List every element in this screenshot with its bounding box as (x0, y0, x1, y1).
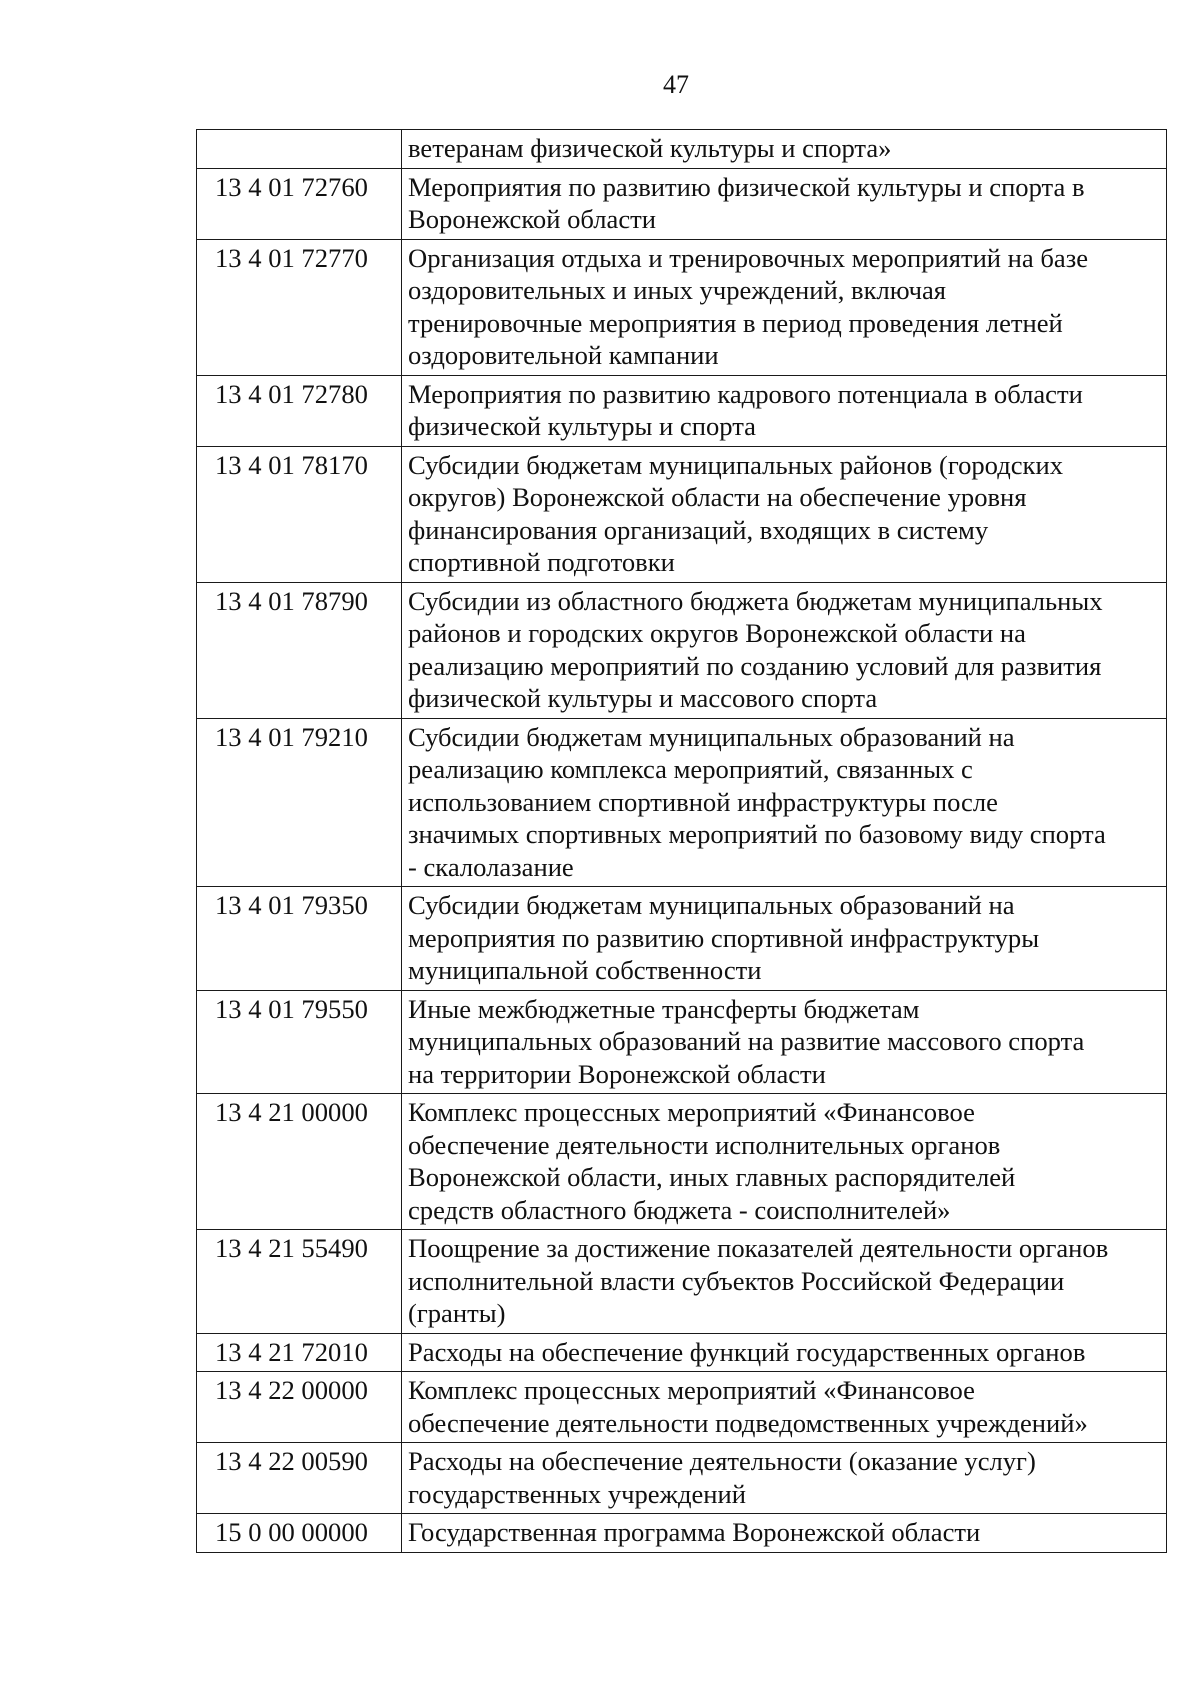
description-line: исполнительной власти субъектов Российской Федерации (408, 1265, 1065, 1296)
description-line: Воронежской области, иных главных распорядителей (408, 1162, 1016, 1192)
article-description (402, 130, 1167, 169)
description-line: Комплекс процессных мероприятий «Финансовое (408, 1097, 975, 1127)
article-description (402, 168, 1167, 239)
description-line: Расходы на обеспечение функций государственных органов (408, 1336, 1086, 1367)
table-row (197, 1372, 1167, 1443)
article-description (402, 1333, 1167, 1372)
target-article-code: 13 4 21 00000 (197, 1094, 402, 1230)
target-article-code: 13 4 01 79550 (197, 990, 402, 1094)
table-row (197, 1443, 1167, 1514)
description-line: тренировочные мероприятия в период проведения летней (408, 307, 1063, 338)
target-article-code: 13 4 01 79350 (197, 887, 402, 991)
target-article-code: 13 4 21 55490 (197, 1230, 402, 1334)
target-article-code: 13 4 22 00000 (197, 1372, 402, 1443)
description-line: Субсидии из областного бюджета бюджетам муниципальных (408, 585, 1103, 616)
description-line: муниципальных образований на развитие массового спорта (408, 1026, 1085, 1056)
article-description (402, 239, 1167, 375)
description-line: Иные межбюджетные трансферты бюджетам (408, 993, 920, 1024)
target-article-code: 13 4 01 72780 (197, 375, 402, 446)
target-article-code (197, 130, 402, 169)
table-row (197, 1333, 1167, 1372)
table-row (197, 130, 1167, 169)
description-line: Субсидии бюджетам муниципальных образований на (408, 890, 1015, 920)
description-line: средств областного бюджета - соисполнителей» (408, 1194, 951, 1225)
description-line: финансирования организаций, входящих в систему (408, 514, 989, 545)
target-article-code: 13 4 01 78170 (197, 446, 402, 582)
table-row (197, 1514, 1167, 1553)
description-line: оздоровительной кампании (408, 340, 719, 370)
target-article-code: 13 4 21 72010 (197, 1333, 402, 1372)
description-line: Организация отдыха и тренировочных мероприятий на базе (408, 242, 1089, 273)
target-article-code: 13 4 01 72770 (197, 239, 402, 375)
article-description (402, 1230, 1167, 1334)
article-description (402, 1372, 1167, 1443)
description-line: Поощрение за достижение показателей деятельности органов (408, 1233, 1109, 1263)
description-line: обеспечение деятельности исполнительных органов (408, 1129, 1001, 1160)
page-number: 47 (663, 70, 689, 99)
description-line: Государственная программа Воронежской области (408, 1517, 981, 1547)
description-line: Субсидии бюджетам муниципальных образований на (408, 721, 1015, 752)
description-line: Субсидии бюджетам муниципальных районов (городских (408, 449, 1064, 480)
description-line: Мероприятия по развитию физической культуры и спорта в (408, 171, 1085, 202)
description-line: Расходы на обеспечение деятельности (оказание услуг) (408, 1446, 1036, 1476)
article-description (402, 582, 1167, 718)
target-article-code: 13 4 01 78790 (197, 582, 402, 718)
description-line: ветеранам физической культуры и спорта» (408, 133, 892, 163)
article-description (402, 1443, 1167, 1514)
article-description (402, 887, 1167, 991)
description-line: использованием спортивной инфраструктуры после (408, 786, 998, 817)
article-description (402, 375, 1167, 446)
target-article-code: 15 0 00 00000 (197, 1514, 402, 1553)
article-description (402, 446, 1167, 582)
table-row (197, 168, 1167, 239)
table-row (197, 990, 1167, 1094)
description-line: районов и городских округов Воронежской области на (408, 618, 1026, 648)
description-line: обеспечение деятельности подведомственных учреждений» (408, 1407, 1088, 1438)
description-line: физической культуры и массового спорта (408, 683, 878, 713)
table-row (197, 446, 1167, 582)
description-line: (гранты) (408, 1298, 506, 1328)
table-row (197, 1094, 1167, 1230)
table-row (197, 1230, 1167, 1334)
article-description (402, 718, 1167, 887)
description-line: на территории Воронежской области (408, 1058, 826, 1089)
article-description (402, 1094, 1167, 1230)
description-line: реализацию комплекса мероприятий, связанных с (408, 754, 973, 784)
table-row (197, 887, 1167, 991)
description-line: физической культуры и спорта (408, 411, 756, 441)
table-row (197, 239, 1167, 375)
target-article-code: 13 4 01 79210 (197, 718, 402, 887)
description-line: Мероприятия по развитию кадрового потенциала в области (408, 378, 1083, 409)
article-description (402, 1514, 1167, 1553)
description-line: мероприятия по развитию спортивной инфраструктуры (408, 922, 1040, 953)
description-line: Комплекс процессных мероприятий «Финансовое (408, 1375, 975, 1405)
table-row (197, 718, 1167, 887)
article-description (402, 990, 1167, 1094)
description-line: Воронежской области (408, 204, 657, 234)
budget-classification-table (196, 129, 1167, 1553)
description-line: государственных учреждений (408, 1478, 746, 1509)
target-article-code: 13 4 01 72760 (197, 168, 402, 239)
description-line: округов) Воронежской области на обеспечение уровня (408, 482, 1027, 512)
target-article-code: 13 4 22 00590 (197, 1443, 402, 1514)
description-line: муниципальной собственности (408, 955, 762, 985)
table-row (197, 375, 1167, 446)
table-row (197, 582, 1167, 718)
description-line: - скалолазание (408, 851, 574, 882)
description-line: оздоровительных и иных учреждений, включая (408, 275, 947, 305)
description-line: реализацию мероприятий по созданию условий для развития (408, 650, 1102, 681)
description-line: значимых спортивных мероприятий по базовому виду спорта (408, 819, 1106, 849)
table-body (197, 130, 1167, 1553)
description-line: спортивной подготовки (408, 547, 675, 577)
